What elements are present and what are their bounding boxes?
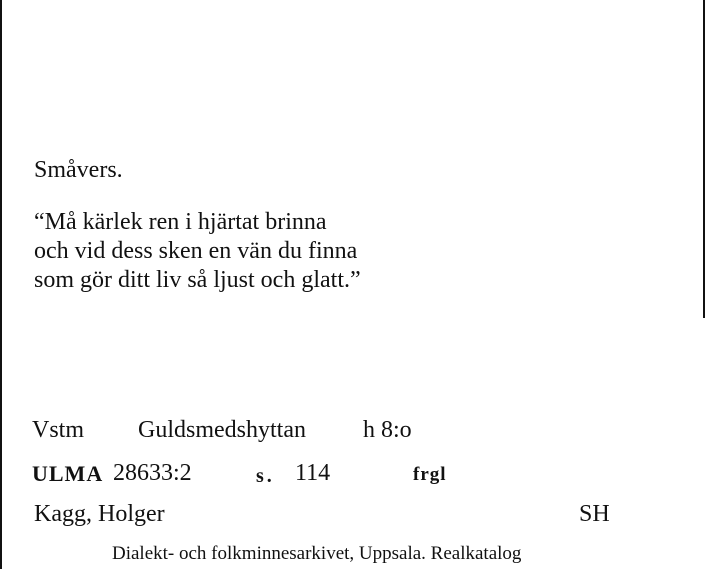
page-label: s.: [256, 465, 275, 487]
landskap: Vstm: [32, 417, 85, 443]
card-title: Småvers.: [34, 157, 123, 183]
ort: Guldsmedshyttan: [138, 417, 306, 443]
poem: [34, 208, 361, 295]
card-left-edge: [0, 0, 2, 569]
category-code: frgl: [413, 464, 447, 485]
poem-line: “Må kärlek ren i hjärtat brinna: [34, 209, 327, 235]
format: h 8:o: [363, 417, 412, 443]
archive-label: ULMA: [32, 461, 104, 486]
collector-initials: SH: [579, 501, 610, 527]
poem-line: som gör ditt liv så ljust och glatt.”: [34, 267, 361, 293]
page-number: 114: [295, 460, 331, 486]
collector-name: Kagg, Holger: [34, 501, 165, 527]
archive-footer: Dialekt- och folkminnesarkivet, Uppsala. Realkatalog: [112, 543, 522, 564]
card-right-edge: [703, 0, 705, 318]
poem-line: och vid dess sken en vän du finna: [34, 238, 358, 264]
record-number: 28633:2: [113, 460, 192, 486]
